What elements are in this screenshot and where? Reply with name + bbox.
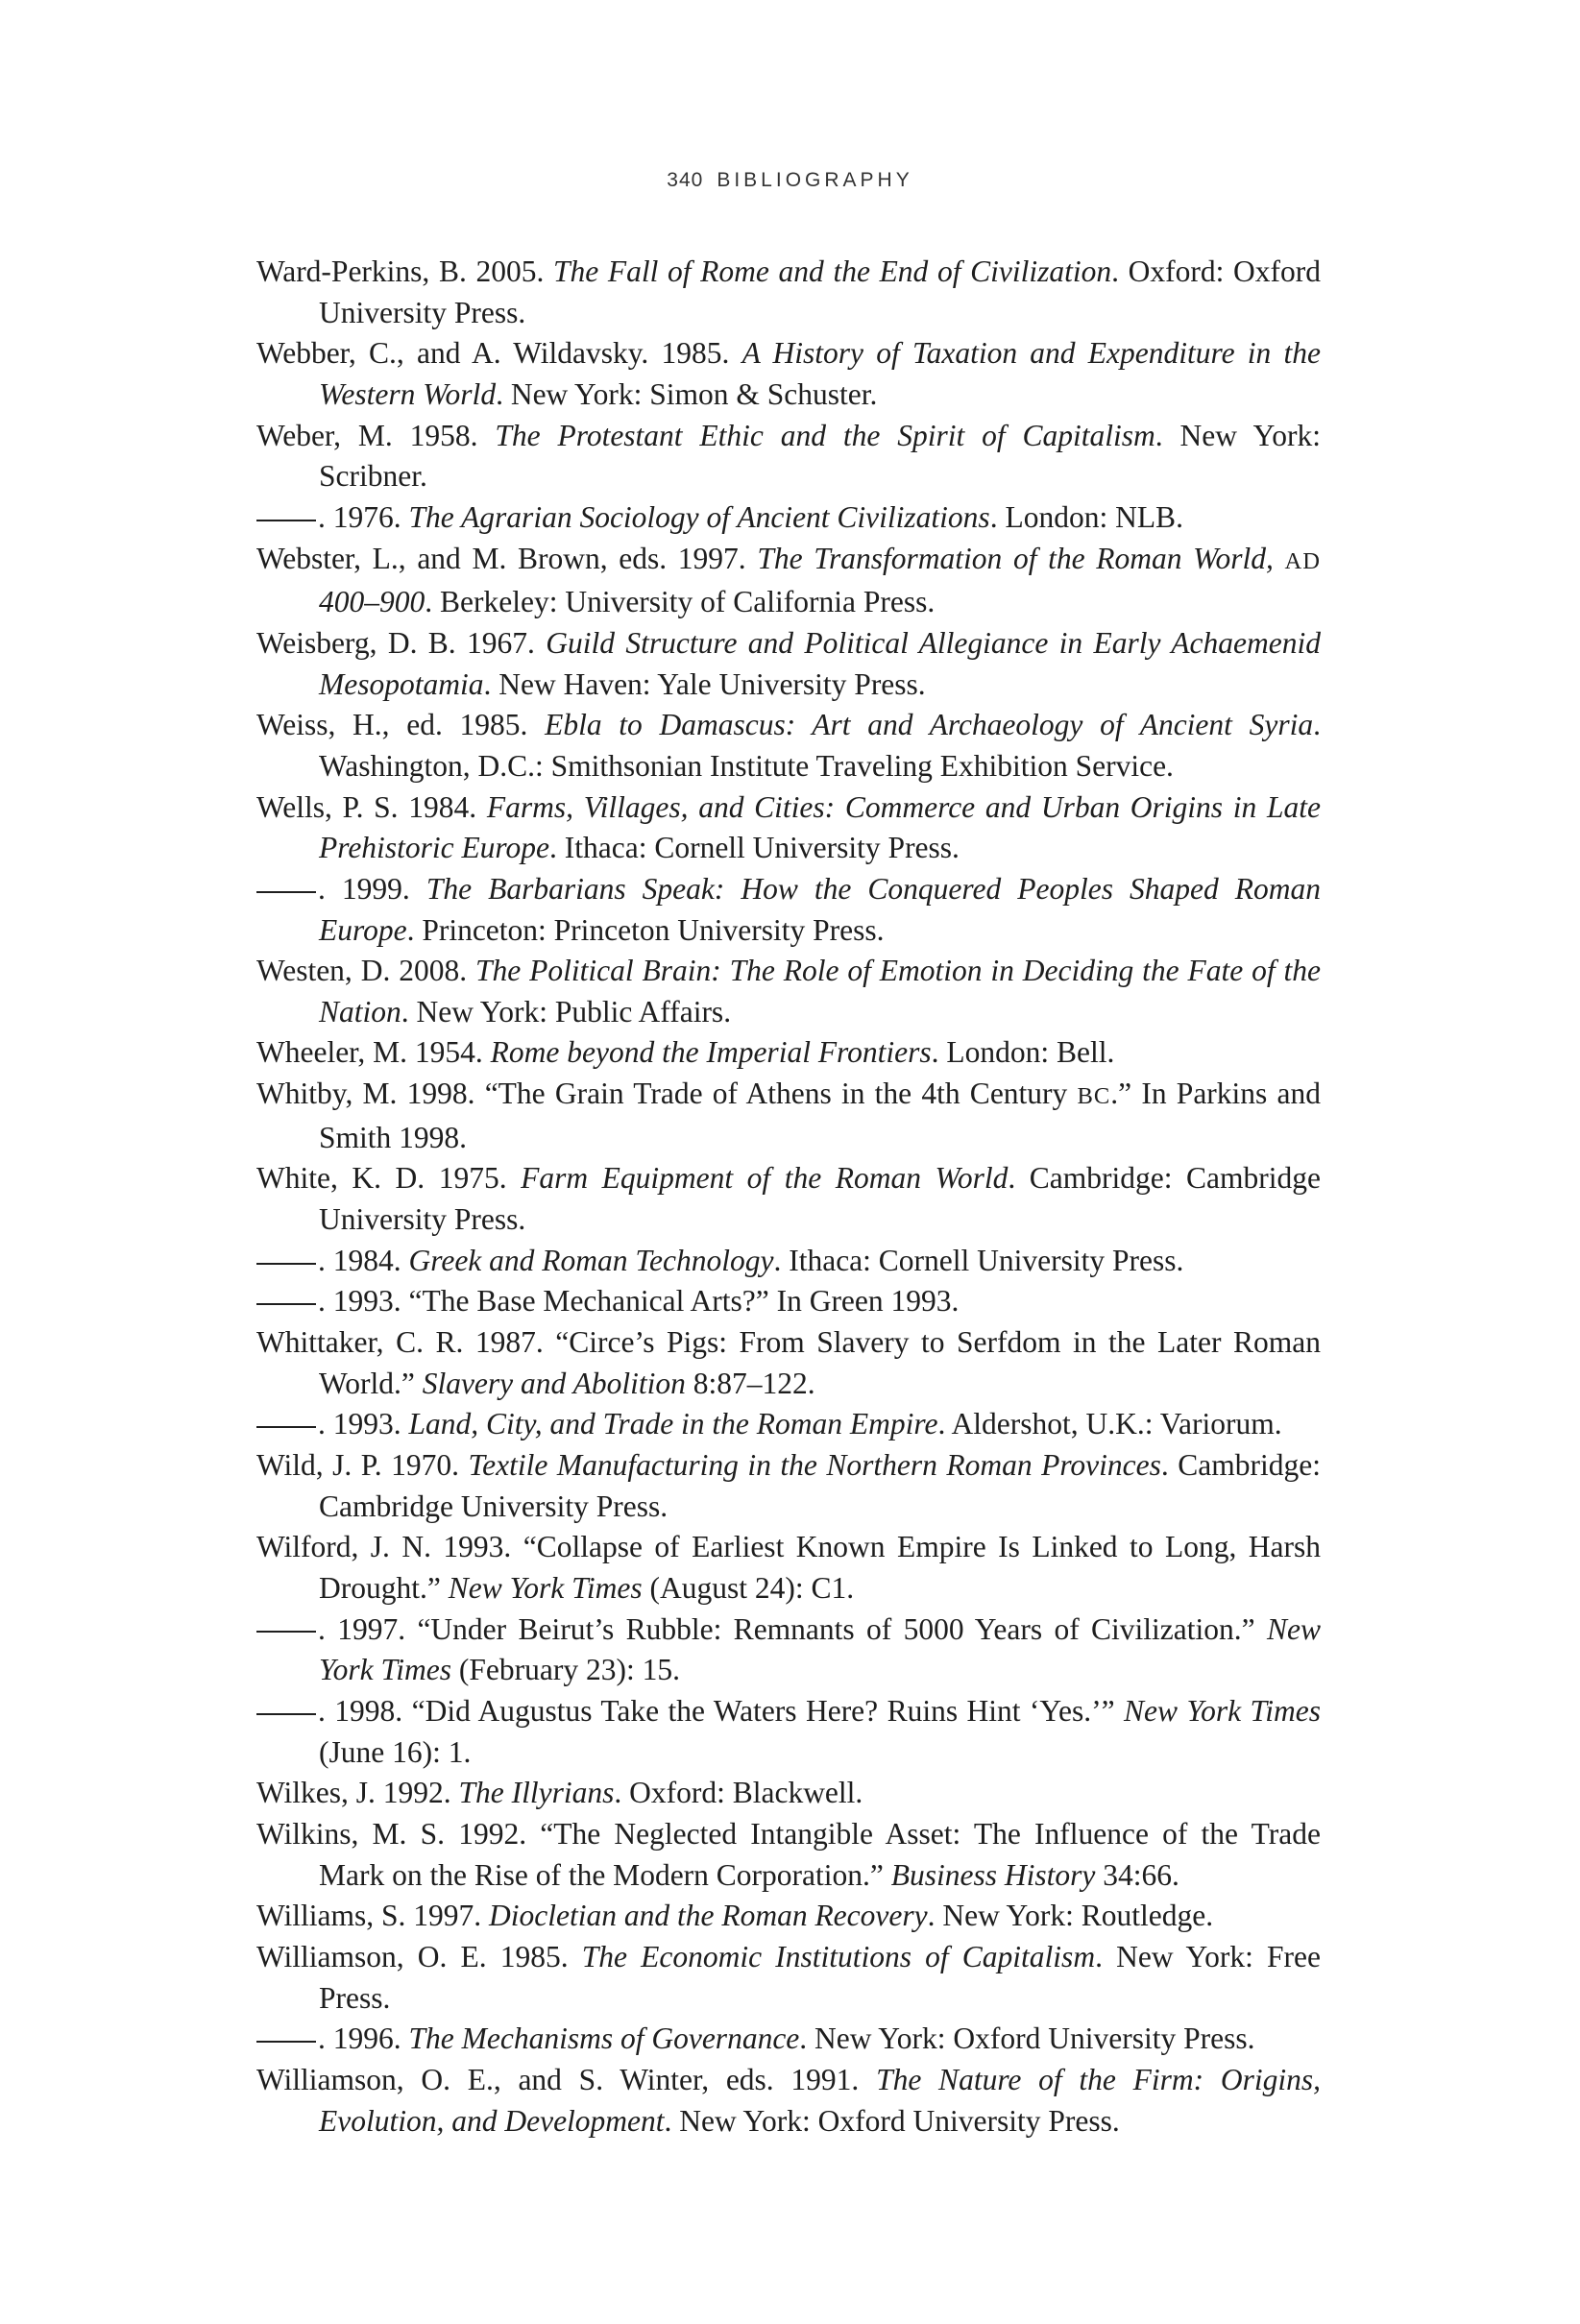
repeat-author-dash <box>256 1631 316 1633</box>
entry-publication: . New York: Public Affairs. <box>401 994 732 1029</box>
entry-author: Webber, C., and A. Wildavsky. 1985. <box>256 336 742 371</box>
entry-publication: . New York: Simon & Schuster. <box>496 376 878 411</box>
bibliography-entry <box>256 333 1321 415</box>
entry-author: Webster, L., and M. Brown, eds. 1997. <box>256 541 758 575</box>
entry-author: Wilford, J. N. 1993. “Collapse of Earliest Known Empire Is Linked to Long, Harsh Drought.” <box>256 1530 1321 1605</box>
entry-publication: . New York: Free Press. <box>319 1939 1321 2015</box>
entry-title: The Nature of the Firm: Origins, Evolution, and Development <box>319 2062 1322 2138</box>
bibliography-entry <box>256 1896 1321 1937</box>
bibliography-entry <box>256 623 1321 705</box>
entry-title: Rome beyond the Imperial Frontiers <box>490 1035 932 1070</box>
entry-author: . 1993. “The Base Mechanical Arts?” In Green 1993. <box>318 1284 960 1319</box>
entry-publication: (June 16): 1. <box>319 1734 472 1769</box>
entry-author: Williams, S. 1997. <box>256 1899 489 1933</box>
entry-era: BC <box>1077 1083 1111 1110</box>
entry-title: The Fall of Rome and the End of Civilization <box>553 254 1112 288</box>
bibliography-list <box>256 252 1321 2142</box>
entry-title: Greek and Roman Technology <box>408 1243 774 1277</box>
entry-title: Farms, Villages, and Cities: Commerce and Urban Origins in Late Prehistoric Europe <box>319 789 1321 865</box>
entry-publication: . London: Bell. <box>931 1035 1115 1070</box>
entry-publication: . Cambridge: Cambridge University Press. <box>319 1161 1322 1237</box>
entry-author: . 1984. <box>318 1243 409 1277</box>
entry-publication: (February 23): 15. <box>451 1653 680 1687</box>
bibliography-entry <box>256 1773 1321 1814</box>
entry-author: . 1997. “Under Beirut’s Rubble: Remnants of 5000 Years of Civilization.” <box>318 1611 1267 1646</box>
entry-publication: . New York: Oxford University Press. <box>799 2021 1255 2056</box>
entry-title: Land, City, and Trade in the Roman Empire <box>408 1407 938 1441</box>
entry-title: Diocletian and the Roman Recovery <box>489 1899 928 1933</box>
bibliography-entry <box>256 416 1321 497</box>
entry-publication: . Ithaca: Cornell University Press. <box>773 1243 1184 1277</box>
entry-title: Business History <box>890 1857 1096 1892</box>
bibliography-entry <box>256 1404 1321 1445</box>
bibliography-entry <box>256 252 1321 333</box>
entry-title: Textile Manufacturing in the Northern Roman Provinces <box>468 1448 1161 1483</box>
entry-publication: . Berkeley: University of California Press. <box>425 585 936 619</box>
section-title: BIBLIOGRAPHY <box>717 169 913 191</box>
entry-title: New York Times <box>448 1571 643 1605</box>
entry-author: Ward-Perkins, B. 2005. <box>256 254 553 288</box>
entry-publication: 34:66. <box>1095 1857 1179 1892</box>
bibliography-entry <box>256 1445 1321 1527</box>
bibliography-entry <box>256 1074 1321 1158</box>
entry-title: Guild Structure and Political Allegiance in Early Achaemenid Mesopotamia <box>319 625 1321 701</box>
entry-author: Williamson, O. E., and S. Winter, eds. 1991. <box>256 2062 877 2096</box>
entry-author: Whitby, M. 1998. “The Grain Trade of Athens in the 4th Century <box>256 1077 1078 1111</box>
entry-author: . 1999. <box>318 871 426 906</box>
entry-title: The Protestant Ethic and the Spirit of Capitalism <box>495 418 1155 452</box>
repeat-author-dash <box>256 1713 316 1715</box>
bibliography-entry <box>256 539 1321 623</box>
entry-title: The Transformation of the Roman World, <box>757 541 1285 575</box>
bibliography-entry <box>256 1691 1321 1773</box>
running-header <box>0 169 1580 192</box>
entry-publication: (August 24): C1. <box>642 1571 855 1605</box>
entry-title: Ebla to Damascus: Art and Archaeology of Ancient Syria <box>545 708 1314 742</box>
entry-author: . 1998. “Did Augustus Take the Waters Here? Ruins Hint ‘Yes.’” <box>318 1693 1125 1728</box>
bibliography-entry <box>256 1158 1321 1240</box>
entry-author: Williamson, O. E. 1985. <box>256 1939 582 1973</box>
entry-author: Whittaker, C. R. 1987. “Circe’s Pigs: From Slavery to Serfdom in the Later Roman World.” <box>256 1325 1321 1400</box>
bibliography-entry <box>256 705 1321 787</box>
repeat-author-dash <box>256 1263 316 1265</box>
entry-author: Wilkes, J. 1992. <box>256 1776 459 1810</box>
entry-author: Wheeler, M. 1954. <box>256 1035 491 1070</box>
repeat-author-dash <box>256 1426 316 1428</box>
entry-title: The Agrarian Sociology of Ancient Civilizations <box>408 499 990 534</box>
entry-publication: . Aldershot, U.K.: Variorum. <box>937 1407 1282 1441</box>
entry-author: Wild, J. P. 1970. <box>256 1448 469 1483</box>
bibliography-entry <box>256 1281 1321 1322</box>
entry-author: . 1976. <box>318 499 409 534</box>
entry-publication: 8:87–122. <box>685 1366 815 1400</box>
entry-title: New York Times <box>1124 1693 1322 1728</box>
entry-author: Weber, M. 1958. <box>256 418 496 452</box>
entry-title: The Political Brain: The Role of Emotion in Deciding the Fate of the Nation <box>319 954 1321 1029</box>
bibliography-entry <box>256 1937 1321 2019</box>
entry-publication: . New Haven: Yale University Press. <box>483 666 926 701</box>
entry-publication: . London: NLB. <box>989 499 1183 534</box>
repeat-author-dash <box>256 1303 316 1305</box>
bibliography-entry <box>256 1241 1321 1282</box>
entry-author: Wilkins, M. S. 1992. “The Neglected Intangible Asset: The Influence of the Trade Mark on the Rise of the Modern Corporation.” <box>256 1816 1321 1892</box>
page-number: 340 <box>667 169 704 191</box>
entry-author: . 1996. <box>318 2021 409 2056</box>
entry-author: . 1993. <box>318 1407 409 1441</box>
bibliography-entry <box>256 787 1321 869</box>
bibliography-entry <box>256 2060 1321 2142</box>
bibliography-entry <box>256 497 1321 539</box>
bibliography-entry <box>256 2019 1321 2060</box>
bibliography-entry <box>256 1610 1321 1691</box>
entry-publication: . New York: Oxford University Press. <box>664 2103 1120 2138</box>
entry-title: The Economic Institutions of Capitalism <box>581 1939 1096 1973</box>
repeat-author-dash <box>256 520 316 521</box>
entry-author: Wells, P. S. 1984. <box>256 789 487 824</box>
entry-author: White, K. D. 1975. <box>256 1161 522 1196</box>
entry-publication: . Ithaca: Cornell University Press. <box>549 831 960 865</box>
entry-title: The Mechanisms of Governance <box>408 2021 800 2056</box>
entry-author: Weisberg, D. B. 1967. <box>256 625 547 660</box>
entry-title: The Barbarians Speak: How the Conquered Peoples Shaped Roman Europe <box>319 871 1321 947</box>
repeat-author-dash <box>256 2041 316 2043</box>
entry-title: Farm Equipment of the Roman World <box>521 1161 1009 1196</box>
entry-publication: . Cambridge: Cambridge University Press. <box>319 1448 1321 1523</box>
entry-title: New York Times <box>319 1611 1321 1687</box>
entry-publication: . New York: Scribner. <box>319 418 1321 494</box>
entry-title: A History of Taxation and Expenditure in the Western World <box>319 336 1321 411</box>
entry-publication: .” In Parkins and Smith 1998. <box>319 1077 1321 1154</box>
entry-publication: . New York: Routledge. <box>927 1899 1214 1933</box>
entry-title-cont: 400–900 <box>319 585 425 619</box>
bibliography-entry <box>256 1032 1321 1074</box>
entry-author: Westen, D. 2008. <box>256 954 475 988</box>
entry-publication: . Washington, D.C.: Smithsonian Institute Traveling Exhibition Service. <box>319 708 1321 783</box>
entry-title: The Illyrians <box>458 1776 615 1810</box>
bibliography-entry <box>256 951 1321 1032</box>
bibliography-entry <box>256 1814 1321 1896</box>
entry-era: AD <box>1284 547 1321 574</box>
bibliography-entry <box>256 1322 1321 1404</box>
repeat-author-dash <box>256 891 316 893</box>
bibliography-entry <box>256 869 1321 951</box>
entry-publication: . Oxford: Blackwell. <box>614 1776 863 1810</box>
entry-publication: . Oxford: Oxford University Press. <box>319 254 1321 329</box>
entry-publication: . Princeton: Princeton University Press. <box>406 912 885 947</box>
entry-title: Slavery and Abolition <box>422 1366 686 1400</box>
bibliography-entry <box>256 1527 1321 1609</box>
entry-author: Weiss, H., ed. 1985. <box>256 708 546 742</box>
